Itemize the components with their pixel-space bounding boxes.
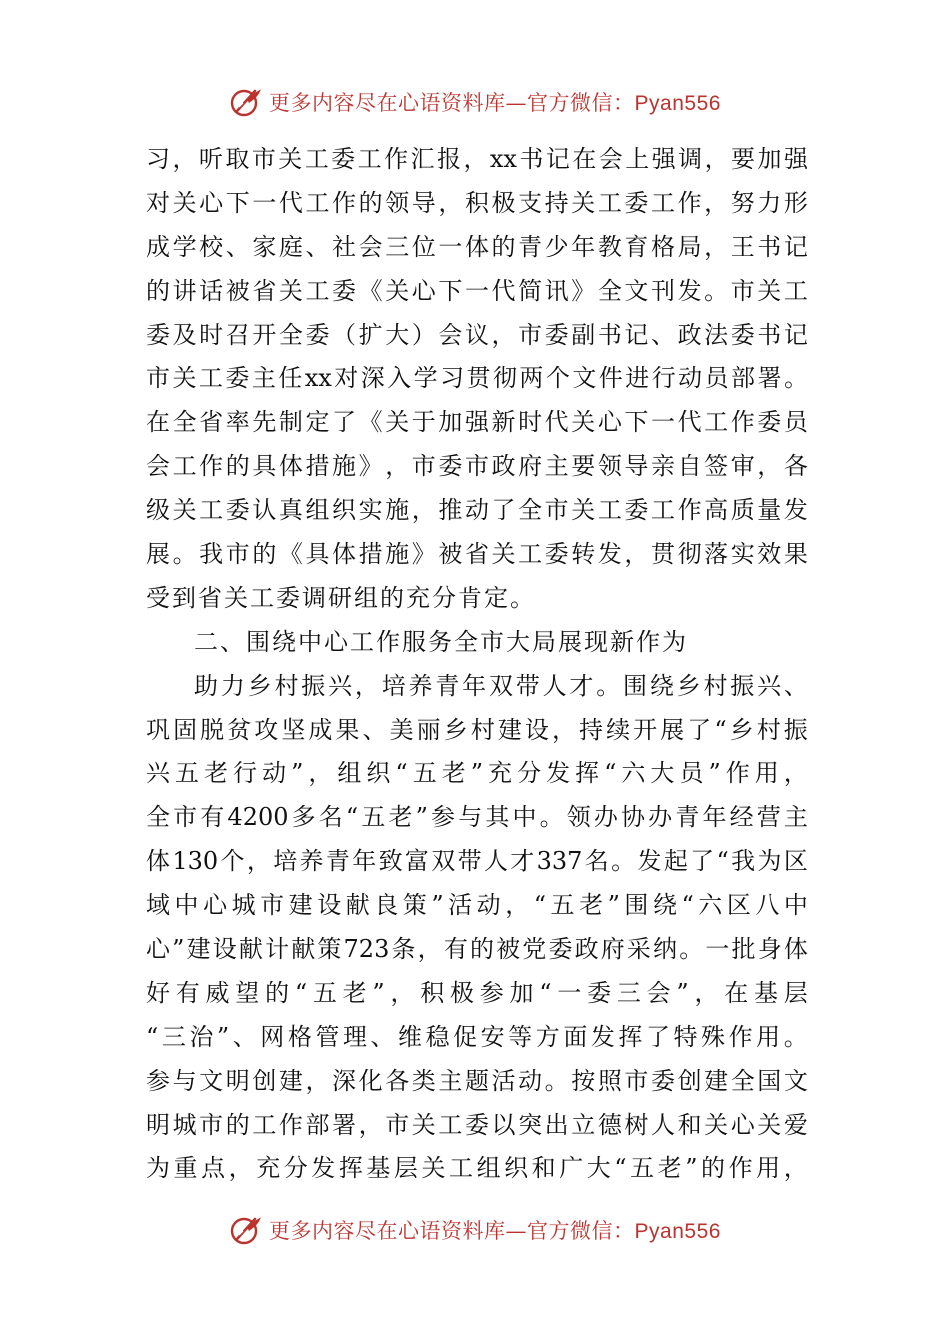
- paragraph-line: 市 关 工 委 主 任 xx 对 深 入 学 习 贯 彻 两 个 文 件 进 行 动 员 部 署 。: [146, 364, 808, 393]
- paragraph-line: 体 130 个 ， 培 养 青 年 致 富 双 带 人 才 337 名 。 发 起 了 “ 我 为 区: [146, 847, 808, 876]
- quill-logo-icon: [229, 85, 263, 119]
- paragraph-line: 习 ， 听 取 市 关 工 委 工 作 汇 报 ， xx 书 记 在 会 上 强 调 ， 要 加 强: [146, 145, 808, 173]
- paragraph-line: 为 重 点 ， 充 分 发 挥 基 层 关 工 组 织 和 广 大 “ 五 老 ” 的 作 用 ，: [146, 1154, 808, 1183]
- footer-wechat-id: Pyan556: [634, 1220, 721, 1243]
- paragraph-line: 展 。 我 市 的 《 具 体 措 施 》 被 省 关 工 委 转 发 ， 贯 彻 落 实 效 果: [146, 540, 808, 569]
- paragraph-line: 级 关 工 委 认 真 组 织 实 施 ， 推 动 了 全 市 关 工 委 工 作 高 质 量 发: [146, 496, 808, 525]
- header-wechat-id: Pyan556: [634, 92, 721, 115]
- document-body: [146, 138, 808, 1191]
- paragraph-line: 成 学 校 、 家 庭 、 社 会 三 位 一 体 的 青 少 年 教 育 格 局 ， 王 书 记: [146, 232, 808, 261]
- quill-logo-icon: [229, 1213, 263, 1247]
- paragraph-line: 好 有 威 望 的 “ 五 老 ” ， 积 极 参 加 “ 一 委 三 会 ” ， 在 基 层: [146, 978, 808, 1007]
- paragraph-line: 委 及 时 召 开 全 委 （ 扩 大 ） 会 议 ， 市 委 副 书 记 、 政 法 委 书 记: [146, 320, 808, 349]
- paragraph-line: 助 力 乡 村 振 兴 ， 培 养 青 年 双 带 人 才 。 围 绕 乡 村 振 兴 、: [194, 671, 808, 700]
- section-heading: 二、围绕中心工作服务全市大局展现新作为: [194, 627, 688, 656]
- header-banner-text: 更多内容尽在心语资料库—官方微信：Pyan556: [269, 91, 721, 115]
- paragraph-line: 参 与 文 明 创 建 ， 深 化 各 类 主 题 活 动 。 按 照 市 委 创 建 全 国 文: [146, 1066, 808, 1095]
- paragraph-line: 巩 固 脱 贫 攻 坚 成 果 、 美 丽 乡 村 建 设 ， 持 续 开 展 了 “ 乡 村 振: [146, 715, 808, 744]
- paragraph-line: 兴 五 老 行 动 ” ， 组 织 “ 五 老 ” 充 分 发 挥 “ 六 大 员 ” 作 用 ，: [146, 759, 808, 788]
- paragraph-line: 心 ” 建 设 献 计 献 策 723 条 ， 有 的 被 党 委 政 府 采 纳 。 一 批 身 体: [146, 935, 808, 964]
- footer-watermark-banner: [0, 1210, 950, 1250]
- paragraph-line: 全 市 有 4200 多 名 “ 五 老 ” 参 与 其 中 。 领 办 协 办 青 年 经 营 主: [146, 803, 808, 832]
- paragraph-line: 域 中 心 城 市 建 设 献 良 策 ” 活 动 ， “ 五 老 ” 围 绕 “ 六 区 八 中: [146, 891, 808, 920]
- paragraph-line: 的 讲 话 被 省 关 工 委 《 关 心 下 一 代 简 讯 》 全 文 刊 发 。 市 关 工: [146, 276, 808, 305]
- paragraph-line: 会 工 作 的 具 体 措 施 》 ， 市 委 市 政 府 主 要 领 导 亲 自 签 审 ， 各: [146, 452, 808, 481]
- paragraph-line: “ 三 治 ” 、 网 格 管 理 、 维 稳 促 安 等 方 面 发 挥 了 特 殊 作 用 。: [146, 1022, 808, 1051]
- paragraph-line: 明 城 市 的 工 作 部 署 ， 市 关 工 委 以 突 出 立 德 树 人 和 关 心 关 爱: [146, 1110, 808, 1139]
- header-watermark-banner: [0, 82, 950, 122]
- footer-banner-text: 更多内容尽在心语资料库—官方微信：Pyan556: [269, 1219, 721, 1243]
- paragraph-line: 在 全 省 率 先 制 定 了 《 关 于 加 强 新 时 代 关 心 下 一 代 工 作 委 员: [146, 408, 808, 437]
- paragraph-line: 对 关 心 下 一 代 工 作 的 领 导 ， 积 极 支 持 关 工 委 工 作 ， 努 力 形: [146, 188, 808, 217]
- paragraph-line: 受到省关工委调研组的充分肯定。: [146, 583, 536, 612]
